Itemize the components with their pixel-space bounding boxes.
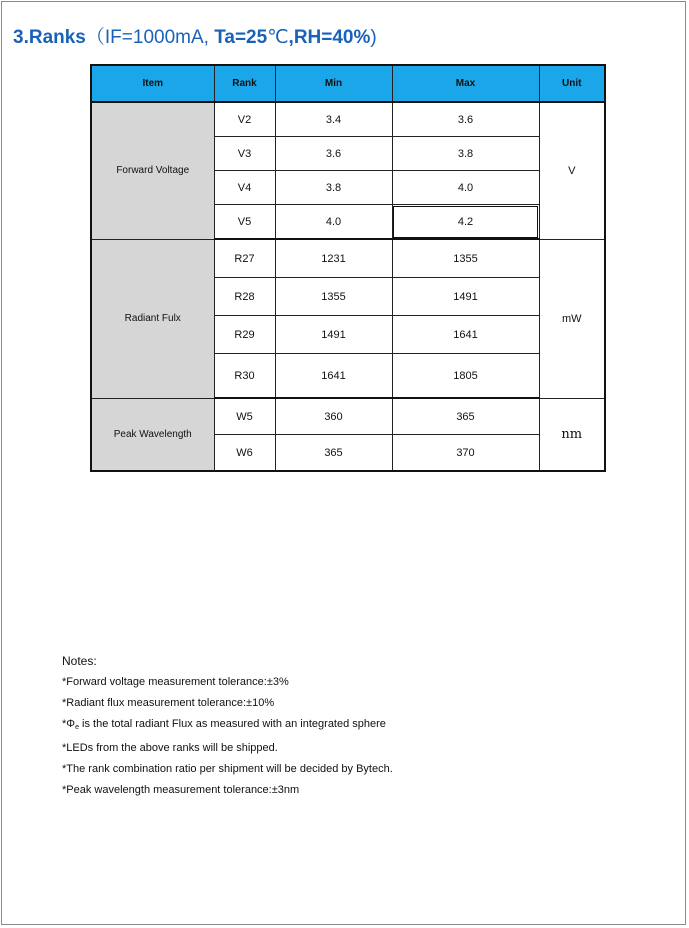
notes-section (62, 651, 393, 801)
title-label: 3.Ranks (13, 27, 86, 48)
unit-radiant-flux: mW (539, 239, 605, 398)
rank-cell: R27 (214, 239, 275, 278)
title-degree: ℃ (267, 27, 289, 48)
max-cell: 370 (392, 435, 539, 472)
max-cell: 3.6 (392, 102, 539, 137)
rank-cell: R30 (214, 354, 275, 399)
max-cell: 1491 (392, 278, 539, 316)
header-rank: Rank (214, 65, 275, 102)
title-rh: ,RH=40% (288, 27, 371, 48)
title-close-paren: ) (370, 27, 377, 48)
table-header-row (91, 65, 605, 102)
table-row (91, 239, 605, 278)
rank-cell: R28 (214, 278, 275, 316)
note-phi-subscript: e (75, 724, 79, 731)
min-cell: 3.8 (275, 171, 392, 205)
table-row (91, 102, 605, 137)
note-phi-prefix: *Φ (62, 718, 76, 730)
min-cell: 360 (275, 398, 392, 435)
note-line: *Peak wavelength measurement tolerance:±3nm (62, 784, 300, 796)
header-max: Max (392, 65, 539, 102)
item-peak-wavelength: Peak Wavelength (91, 398, 214, 471)
title-open-paren: （ (85, 27, 105, 48)
note-line: *Forward voltage measurement tolerance:±3% (62, 676, 289, 688)
note-line: *LEDs from the above ranks will be shipped. (62, 742, 278, 754)
header-min: Min (275, 65, 392, 102)
max-cell: 1641 (392, 316, 539, 354)
min-cell: 1491 (275, 316, 392, 354)
max-cell: 1805 (392, 354, 539, 399)
section-title (13, 22, 377, 49)
note-line: *Radiant flux measurement tolerance:±10% (62, 697, 275, 709)
item-radiant-flux: Radiant Fulx (91, 239, 214, 398)
item-forward-voltage: Forward Voltage (91, 102, 214, 239)
min-cell: 4.0 (275, 205, 392, 240)
ranks-table (90, 64, 606, 472)
max-cell: 365 (392, 398, 539, 435)
rank-cell: W5 (214, 398, 275, 435)
rank-cell: V3 (214, 137, 275, 171)
min-cell: 3.6 (275, 137, 392, 171)
min-cell: 1641 (275, 354, 392, 399)
rank-cell: V2 (214, 102, 275, 137)
max-cell: 1355 (392, 239, 539, 278)
note-line: *The rank combination ratio per shipment will be decided by Bytech. (62, 763, 393, 775)
rank-cell: R29 (214, 316, 275, 354)
rank-cell: W6 (214, 435, 275, 472)
min-cell: 3.4 (275, 102, 392, 137)
max-cell: 4.0 (392, 171, 539, 205)
max-cell: 4.2 (392, 205, 539, 240)
notes-heading: Notes: (62, 654, 97, 668)
note-phi-suffix: is the total radiant Flux as measured with an integrated sphere (78, 718, 386, 730)
rank-cell: V4 (214, 171, 275, 205)
title-temp: Ta=25 (214, 27, 268, 48)
title-current: IF=1000mA, (104, 27, 215, 48)
unit-voltage: V (539, 102, 605, 239)
note-line (62, 714, 393, 738)
max-cell: 3.8 (392, 137, 539, 171)
unit-wavelength: nm (539, 398, 605, 471)
min-cell: 365 (275, 435, 392, 472)
min-cell: 1355 (275, 278, 392, 316)
table-row (91, 398, 605, 435)
rank-cell: V5 (214, 205, 275, 240)
min-cell: 1231 (275, 239, 392, 278)
header-unit: Unit (539, 65, 605, 102)
header-item: Item (91, 65, 214, 102)
